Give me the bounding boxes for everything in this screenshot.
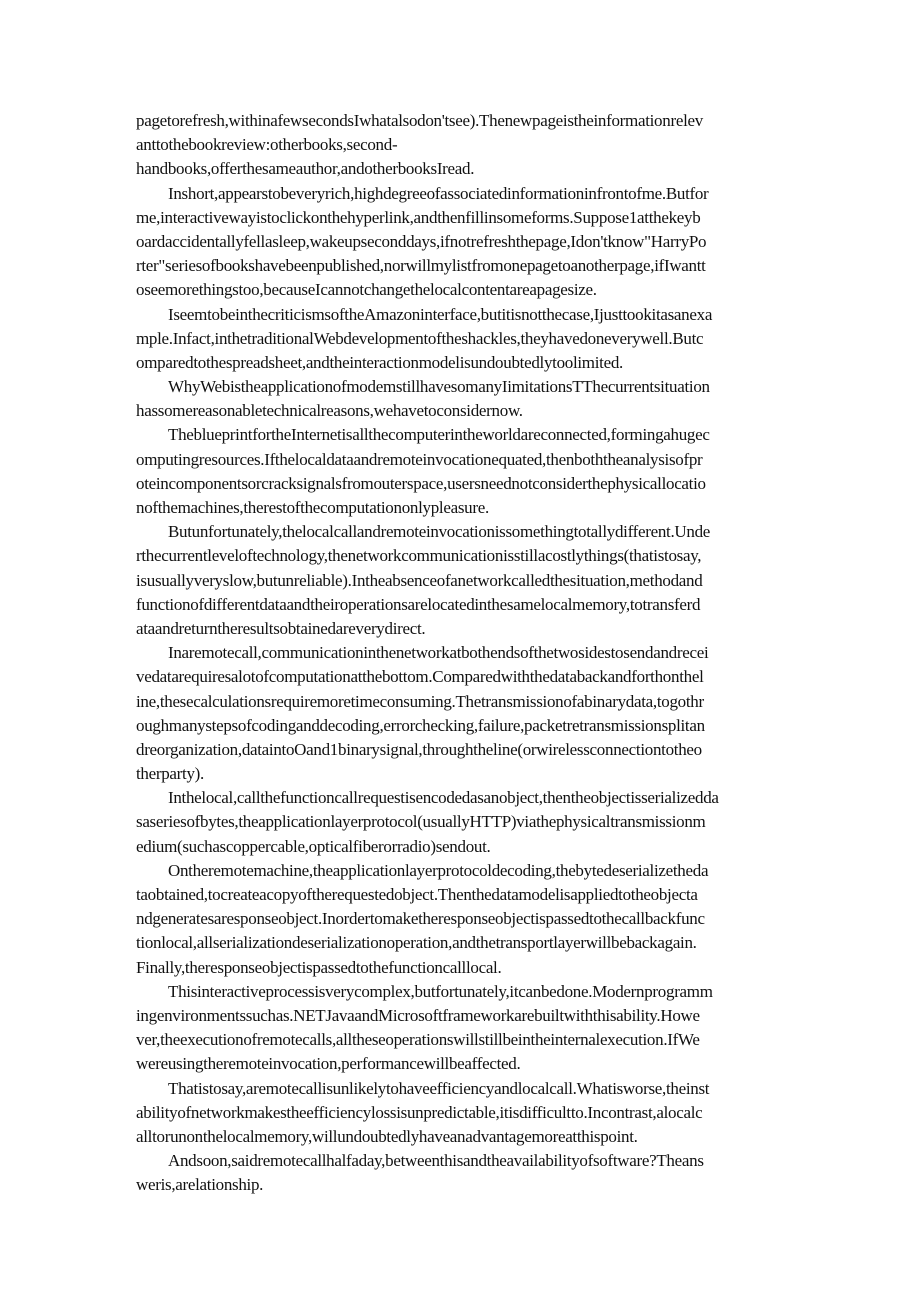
paragraph-first-line: Ontheremotemachine,theapplicationlayerprotocoldecoding,thebytedeserializetheda — [168, 860, 709, 880]
text-line: omparedtothespreadsheet,andtheinteractionmodelisundoubtedlytoolimited. — [136, 352, 623, 372]
text-line: ataandreturntheresultsobtainedareverydirect. — [136, 618, 426, 638]
text-line: omputingresources.Ifthelocaldataandremoteinvocationequated,thenboththeanalysisofpr — [136, 449, 703, 469]
text-line: dreorganization,dataintoOand1binarysignal,throughtheline(orwirelessconnectiontotheo — [136, 739, 702, 759]
text-line: functionofdifferentdataandtheiroperationsarelocatedinthesamelocalmemory,totransferd — [136, 594, 701, 614]
text-line: pagetorefresh,withinafewsecondsIwhatalsodon'tsee).Thenewpageistheinformationrelev — [136, 111, 703, 130]
text-line: alltorunonthelocalmemory,willundoubtedlyhaveanadvantagemoreatthispoint. — [136, 1126, 638, 1146]
text-line: anttothebookreview:otherbooks,second- — [136, 135, 398, 155]
paragraph-first-line: Andsoon,saidremotecallhalfaday,betweenthisandtheavailabilityofsoftware?Theans — [168, 1151, 704, 1171]
text-line: oteincomponentsorcracksignalsfromouterspace,usersneednotconsiderthephysicallocatio — [136, 473, 706, 493]
text-line: mple.Infact,inthetraditionalWebdevelopmentoftheshackles,theyhavedoneverywell.Butc — [136, 328, 704, 348]
text-line: ine,thesecalculationsrequiremoretimeconsuming.Thetransmissionofabinarydata,togothr — [136, 691, 704, 711]
document-page — [136, 109, 784, 1197]
text-line: therparty). — [136, 764, 204, 784]
text-line: tionlocal,allserializationdeserializationoperation,andthetransportlayerwillbebackagain. — [136, 933, 697, 953]
paragraph-first-line: TheblueprintfortheInternetisallthecomputerintheworldareconnected,formingahugec — [168, 425, 710, 445]
text-line: rter"seriesofbookshavebeenpublished,norwillmylistfromonepagetoanotherpage,ifIwantt — [136, 256, 706, 276]
paragraph-first-line: WhyWebistheapplicationofmodemstillhavesomanyIimitationsTThecurrentsituation — [168, 377, 710, 397]
paragraph-first-line: Inaremotecall,communicationinthenetworkatbothendsofthetwosidestosendandrecei — [168, 643, 709, 663]
text-line: wereusingtheremoteinvocation,performancewillbeaffected. — [136, 1054, 521, 1074]
paragraph-first-line: IseemtobeinthecriticismsoftheAmazoninterface,butitisnotthecase,Ijusttookitasanexa — [168, 304, 713, 324]
paragraph-first-line: Inshort,appearstobeveryrich,highdegreeofassociatedinformationinfrontofme.Butfor — [168, 183, 709, 203]
text-line: weris,arelationship. — [136, 1175, 264, 1195]
paragraph-first-line: Inthelocal,callthefunctioncallrequestisencodedasanobject,thentheobjectisserializedda — [168, 788, 719, 808]
text-line: nofthemachines,therestofthecomputationonlypleasure. — [136, 498, 489, 517]
text-line: Finally,theresponseobjectispassedtothefunctioncalllocal. — [136, 957, 502, 977]
text-line: abilityofnetworkmakestheefficiencylossisunpredictable,itisdifficultto.Incontrast,alocalc — [136, 1102, 703, 1122]
text-line: me,interactivewayistoclickonthehyperlink,andthenfillinsomeforms.Suppose1atthekeyb — [136, 207, 701, 227]
text-line: ingenvironmentssuchas.NETJavaandMicrosoftframeworkarebuiltwiththisability.Howe — [136, 1005, 700, 1025]
text-line: handbooks,offerthesameauthor,andotherbooksIread. — [136, 159, 475, 179]
text-line: oardaccidentallyfellasleep,wakeupseconddays,ifnotrefreshthepage,Idon'tknow"HarryPo — [136, 231, 707, 251]
text-line: saseriesofbytes,theapplicationlayerprotocol(usuallyHTTP)viathephysicaltransmissionm — [136, 812, 706, 832]
text-line: oughmanystepsofcodinganddecoding,errorchecking,failure,packetretransmissionsplitan — [136, 715, 705, 735]
text-line: ndgeneratesaresponseobject.Inordertomaketheresponseobjectispassedtothecallbackfunc — [136, 909, 705, 929]
paragraph-first-line: Thisinteractiveprocessisverycomplex,butfortunately,itcanbedone.Modernprogramm — [168, 981, 713, 1001]
text-line: vedatarequiresalotofcomputationatthebottom.Comparedwiththedatabackandforthonthel — [136, 667, 704, 687]
text-line: hassomereasonabletechnicalreasons,wehavetoconsidernow. — [136, 401, 523, 421]
text-line: isusuallyveryslow,butunreliable).Intheabsenceofanetworkcalledthesituation,methodand — [136, 570, 703, 590]
paragraph-first-line: Thatistosay,aremotecallisunlikelytohaveefficiencyandlocalcall.Whatisworse,theinst — [168, 1078, 710, 1098]
text-line: oseemorethingstoo,becauseIcannotchangethelocalcontentareapagesize. — [136, 280, 597, 300]
text-line: edium(suchascoppercable,opticalfiberorradio)sendout. — [136, 836, 491, 856]
text-line: rthecurrentleveloftechnology,thenetworkcommunicationisstillacostlythings(thatistosay, — [136, 546, 702, 566]
text-line: ver,theexecutionofremotecalls,alltheseoperationswillstillbeintheinternalexecution.IfWe — [136, 1030, 700, 1050]
paragraph-first-line: Butunfortunately,thelocalcallandremoteinvocationissomethingtotallydifferent.Unde — [168, 522, 711, 542]
text-line: taobtained,tocreateacopyoftherequestedobject.Thenthedatamodelisappliedtotheobjecta — [136, 885, 698, 904]
